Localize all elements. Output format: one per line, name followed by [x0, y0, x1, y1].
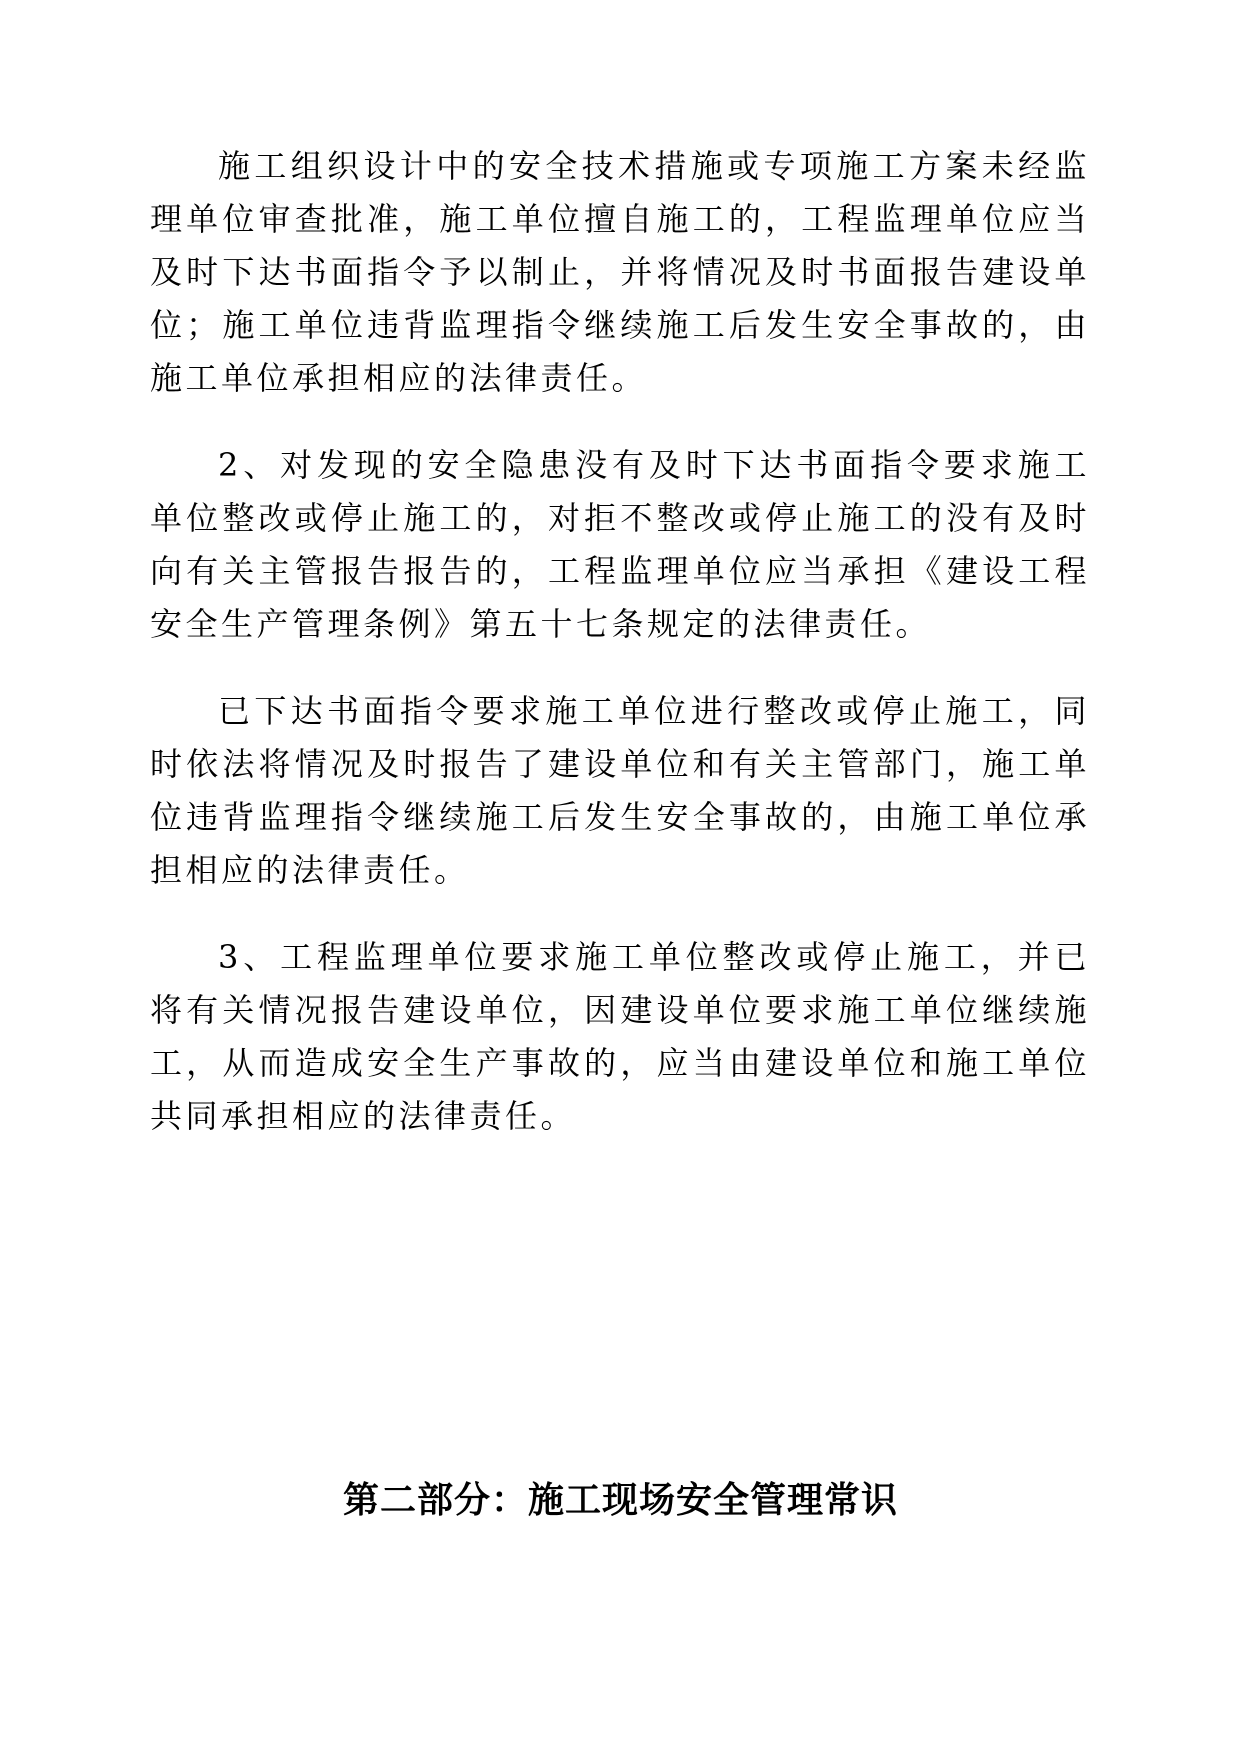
paragraph-written-directive: 已下达书面指令要求施工单位进行整改或停止施工，同时依法将情况及时报告了建设单位和有关主管部门，施工单位违背监理指令继续施工后发生安全事故的，由施工单位承担相应的法律责任。 — [150, 692, 1090, 889]
paragraph-item-3: 3、工程监理单位要求施工单位整改或停止施工，并已将有关情况报告建设单位，因建设单位要求施工单位继续施工，从而造成安全生产事故的，应当由建设单位和施工单位共同承担相应的法律责任。 — [150, 938, 1090, 1135]
paragraph-supervision-approval: 施工组织设计中的安全技术措施或专项施工方案未经监理单位审查批准，施工单位擅自施工的，工程监理单位应当及时下达书面指令予以制止，并将情况及时书面报告建设单位；施工单位违背监理指令继续施工后发生安全事故的，由施工单位承担相应的法律责任。 — [150, 147, 1090, 397]
section-title: 第二部分：施工现场安全管理常识 — [342, 1480, 898, 1521]
paragraph-item-2: 2、对发现的安全隐患没有及时下达书面指令要求施工单位整改或停止施工的，对拒不整改或停止施工的没有及时向有关主管报告报告的，工程监理单位应当承担《建设工程安全生产管理条例》第五十七条规定的法律责任。 — [150, 446, 1090, 643]
document-body — [150, 140, 1090, 1177]
